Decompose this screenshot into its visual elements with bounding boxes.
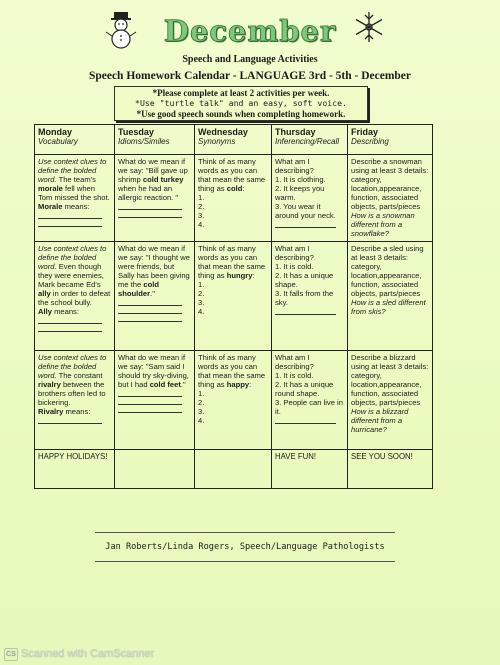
answer-blank[interactable] xyxy=(118,203,182,210)
answer-blank[interactable] xyxy=(275,308,336,315)
day-header-friday: Friday Describing xyxy=(348,125,433,155)
day-header-wednesday: Wednesday Synonyms xyxy=(195,125,272,155)
day-header-thursday: Thursday Inferencing/Recall xyxy=(272,125,348,155)
describing-cell: Describe a sled using at least 3 details: category, location,appearance, function, associated objects, parts/pieces How is a sled different from skis? xyxy=(348,242,433,351)
answer-blank[interactable] xyxy=(38,317,102,324)
snowflake-icon xyxy=(352,10,386,44)
closing-wednesday xyxy=(195,450,272,489)
answer-blank[interactable] xyxy=(118,307,182,314)
answer-blank[interactable] xyxy=(38,325,102,332)
instructions-box xyxy=(114,86,368,121)
footer-credit: Jan Roberts/Linda Rogers, Speech/Language Pathologists xyxy=(95,532,395,562)
inference-cell: What am I describing? 1. It is clothing. 2. It keeps you warm. 3. You wear it around your neck. xyxy=(272,155,348,242)
instruction-line: *Use good speech sounds when completing homework. xyxy=(136,108,346,119)
page-subtitle: Speech and Language Activities xyxy=(182,54,318,65)
answer-blank[interactable] xyxy=(118,398,182,405)
day-header-row xyxy=(35,125,433,155)
answer-blank[interactable] xyxy=(38,212,102,219)
answer-blank[interactable] xyxy=(118,390,182,397)
synonym-cell: Think of as many words as you can that mean the same thing as hungry: 1. 2. 3. 4. xyxy=(195,242,272,351)
watermark-text: Scanned with CamScanner xyxy=(21,648,155,660)
calendar-heading: Speech Homework Calendar - LANGUAGE 3rd - 5th - December xyxy=(88,70,412,82)
answer-blank[interactable] xyxy=(118,211,182,218)
page-title: December xyxy=(163,14,337,48)
synonym-cell: Think of as many words as you can that mean the same thing as cold: 1. 2. 3. 4. xyxy=(195,155,272,242)
describing-cell: Describe a blizzard using at least 3 details: category, location,appearance, function, associated objects, parts/pieces How is a blizzard different from a hurricane? xyxy=(348,351,433,450)
describing-cell: Describe a snowman using at least 3 details: category, location,appearance, function, associated objects, parts/pieces How is a snowman different from a snowflake? xyxy=(348,155,433,242)
vocabulary-cell: Use context clues to define the bolded word. The constant rivalry between the brothers often led to bickering. Rivalry means: xyxy=(35,351,115,450)
day-header-monday: Monday Vocabulary xyxy=(35,125,115,155)
inference-cell: What am I describing? 1. It is cold. 2. It has a unique shape. 3. It falls from the sky. xyxy=(272,242,348,351)
camscanner-logo-icon: CS xyxy=(4,648,18,661)
closing-thursday: HAVE FUN! xyxy=(272,450,348,489)
instruction-line: *Please complete at least 2 activities per week. xyxy=(152,88,330,98)
answer-blank[interactable] xyxy=(118,315,182,322)
idiom-cell: What do we mean if we say: "Sam said I should try sky-diving, but I had cold feet." xyxy=(115,351,195,450)
vocabulary-cell: Use context clues to define the bolded word. Even though they were enemies, Mark became Ed's ally in order to defeat the school bully. Ally means: xyxy=(35,242,115,351)
synonym-cell: Think of as many words as you can that mean the same thing as happy: 1. 2. 3. 4. xyxy=(195,351,272,450)
scanner-watermark xyxy=(4,646,154,662)
day-header-tuesday: Tuesday Idioms/Similes xyxy=(115,125,195,155)
closing-friday: SEE YOU SOON! xyxy=(348,450,433,489)
closing-monday: HAPPY HOLIDAYS! xyxy=(35,450,115,489)
answer-blank[interactable] xyxy=(275,417,336,424)
answer-blank[interactable] xyxy=(275,221,336,228)
answer-blank[interactable] xyxy=(118,299,182,306)
vocabulary-cell: Use context clues to define the bolded word. The team's morale fell when Tom missed the shot. Morale means: xyxy=(35,155,115,242)
answer-blank[interactable] xyxy=(38,220,102,227)
week-row-3 xyxy=(35,351,433,450)
closing-tuesday xyxy=(115,450,195,489)
closing-row xyxy=(35,450,433,489)
answer-blank[interactable] xyxy=(38,417,102,424)
idiom-cell: What do we mean if we say: "Bill gave up shrimp cold turkey when he had an allergic reaction. " xyxy=(115,155,195,242)
week-row-2 xyxy=(35,242,433,351)
week-row-1 xyxy=(35,155,433,242)
instruction-line: *Use "turtle talk" and an easy, soft voice. xyxy=(135,98,347,109)
answer-blank[interactable] xyxy=(118,406,182,413)
idiom-cell: What do we mean if we say: "I thought we were friends, but Sally has been giving me the cold shoulder." xyxy=(115,242,195,351)
homework-calendar xyxy=(34,124,433,489)
inference-cell: What am I describing? 1. It is cold. 2. It has a unique round shape. 3. People can live in it. xyxy=(272,351,348,450)
